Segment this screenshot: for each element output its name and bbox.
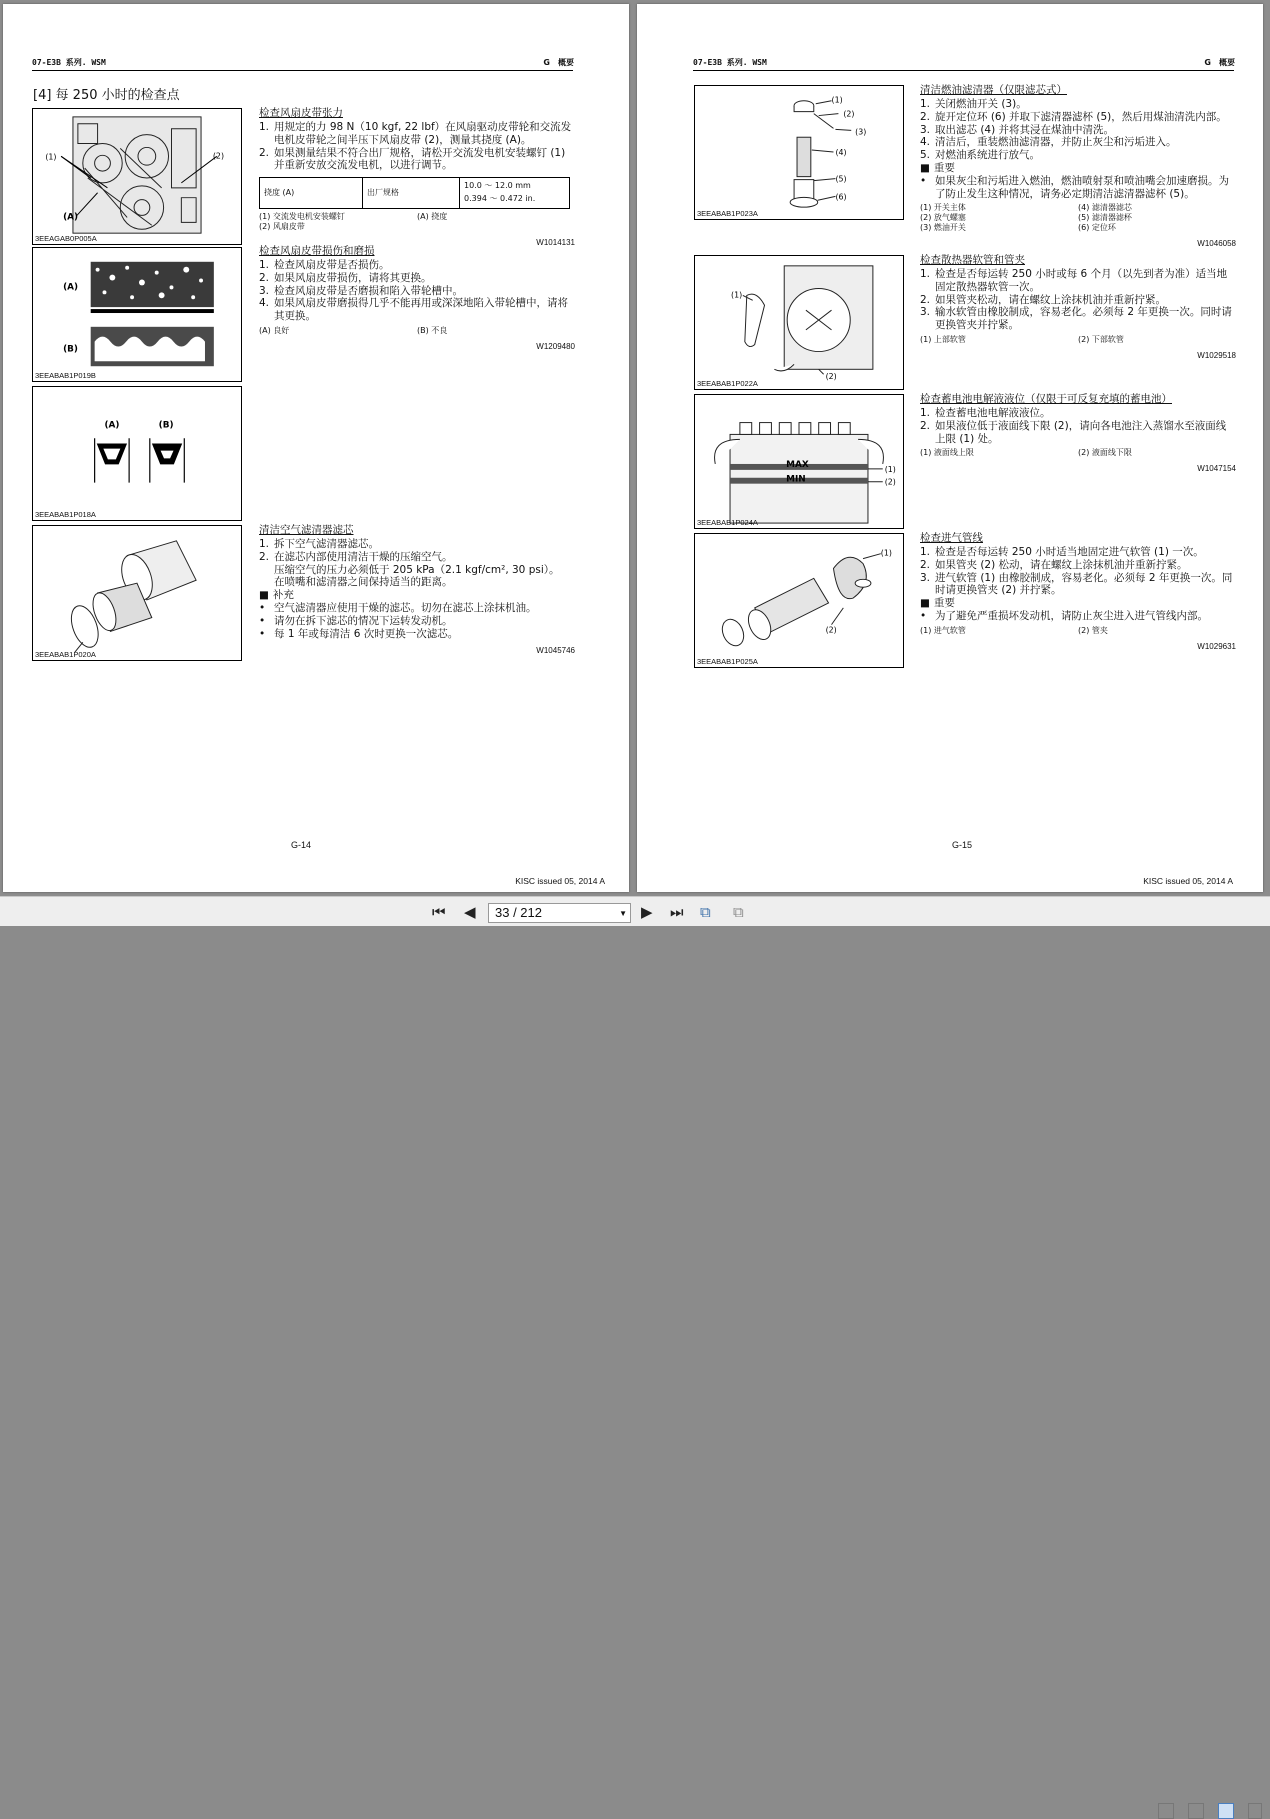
list-item: 3. 输水软管由橡胶制成，容易老化。必须每 2 年更换一次。同时请更换管夹并拧紧。 <box>920 306 1232 332</box>
figure-pulley-groove <box>32 386 242 521</box>
page-number: G-15 <box>952 840 973 850</box>
max-label: MAX <box>786 459 809 470</box>
section-title: 检查风扇皮带张力 <box>259 107 343 119</box>
page-title: [4] 每 250 小时的检查点 <box>33 88 180 103</box>
list-item: 1. 拆下空气滤清器滤芯。 <box>259 538 379 550</box>
section-fan-belt-tension <box>259 107 575 250</box>
table-cell: 10.0 ～ 12.0 mm 0.394 ～ 0.472 in. <box>460 178 570 209</box>
list-item: 1. 检查风扇皮带是否损伤。 <box>259 259 390 271</box>
first-page-icon[interactable]: ⏮ <box>432 903 446 921</box>
issued-text: KISC issued 05, 2014 A <box>515 876 605 886</box>
figure-radiator <box>694 255 904 390</box>
captions: (A) 良好 (B) 不良 <box>259 325 448 335</box>
note-block: ■ 重要 • 为了避免严重损坏发动机，请防止灰尘进入进气管线内部。 <box>920 597 1236 623</box>
captions: (1) 开关主体 (4) 滤清器滤芯 (2) 放气螺塞 (5) 滤清器滤杯 (3) 燃油开关 (6) 定位环 <box>920 203 1132 233</box>
two-page-view-icon[interactable] <box>1218 1803 1234 1819</box>
header-rule <box>32 70 573 71</box>
last-page-icon[interactable]: ⏭ <box>670 903 684 921</box>
section-intake-line <box>920 532 1236 654</box>
doc-code: W1209480 <box>536 341 575 351</box>
note-block: ■ 重要 • 如果灰尘和污垢进入燃油，燃油喷射泵和喷油嘴会加速磨损。为了防止发生这种情况，请务必定期清洁滤清器滤杯 (5)。 <box>920 162 1236 200</box>
section-title: 清洁空气滤清器滤芯 <box>259 524 354 536</box>
list-item: 2. 如果管夹松动，请在螺纹上涂抹机油并重新拧紧。 <box>920 293 1166 306</box>
list-item: 3. 进气软管 (1) 由橡胶制成，容易老化。必须每 2 年更换一次。同时请更换管夹 (2) 并拧紧。 <box>920 571 1233 597</box>
section-battery <box>920 393 1236 476</box>
list-item: • 请勿在拆下滤芯的情况下运转发动机。 <box>259 614 453 627</box>
page-number-input[interactable]: 33 / 212 ▼ <box>488 903 631 923</box>
issued-text: KISC issued 05, 2014 A <box>1143 876 1233 886</box>
continuous-view-icon[interactable] <box>1188 1803 1204 1819</box>
section-title: 检查风扇皮带损伤和磨损 <box>259 245 375 257</box>
figure-air-filter <box>32 525 242 661</box>
label-3: (3) <box>855 127 867 137</box>
header-left: 07-E3B 系列. WSM <box>693 58 767 67</box>
label-1: (1) <box>45 152 57 162</box>
table-cell: 出厂规格 <box>363 178 460 209</box>
figure-intake <box>694 533 904 668</box>
figure-code: 3EEABAB1P025A <box>697 657 758 666</box>
sub-text: 在喷嘴和滤清器之间保持适当的距离。 <box>274 576 453 589</box>
list-item: • 为了避免严重损坏发动机，请防止灰尘进入进气管线内部。 <box>920 609 1208 622</box>
list-item: • 空气滤清器应使用干燥的滤芯。切勿在滤芯上涂抹机油。 <box>259 601 537 614</box>
list-item: 2. 如果液位低于液面线下限 (2)，请向各电池注入蒸馏水至液面线上限 (1) 处。 <box>920 419 1227 445</box>
engine-illustration <box>33 109 241 244</box>
header-rule <box>693 70 1234 71</box>
label-1: (1) <box>831 95 843 105</box>
section-title: 清洁燃油滤清器（仅限滤芯式） <box>920 84 1067 96</box>
label-2: (2) <box>212 151 225 161</box>
header-right: G 概要 <box>1204 58 1235 67</box>
captions: (1) 交流发电机安装螺钉 (A) 挠度 (2) 风扇皮带 <box>259 211 448 231</box>
figure-battery <box>694 394 904 529</box>
spec-table <box>259 177 570 209</box>
figure-code: 3EEABAB1P018A <box>35 510 96 519</box>
doc-code: W1029518 <box>1197 350 1236 360</box>
captions: (1) 液面线上限 (2) 液面线下限 <box>920 448 1132 458</box>
figure-code: 3EEABAB1P023A <box>697 209 758 218</box>
label-2: (2) <box>825 372 837 382</box>
label-a: (A) <box>63 282 79 293</box>
label-2: (2) <box>884 477 896 487</box>
label-4: (4) <box>835 147 847 157</box>
sub-text: 压缩空气的压力必须低于 205 kPa（2.1 kgf/cm², 30 psi）。 <box>274 563 560 576</box>
label-1: (1) <box>880 548 892 558</box>
list-item: 4. 如果风扇皮带磨损得几乎不能再用或深深地陷入带轮槽中，请将其更换。 <box>259 297 568 323</box>
figure-code: 3EEABAB1P022A <box>697 379 758 388</box>
figure-code: 3EEABAB1P019B <box>35 371 96 380</box>
note-block: ■ 补充 • 空气滤清器应使用干燥的滤芯。切勿在滤芯上涂抹机油。 • 请勿在拆下滤芯的情况下运转发动机。 • 每 1 年或每清洁 6 次时更换一次滤芯。 <box>259 589 575 640</box>
next-page-icon[interactable]: ▶ <box>641 903 653 921</box>
label-b: (B) <box>158 420 174 431</box>
section-radiator-hose <box>920 254 1236 363</box>
two-page-continuous-icon[interactable] <box>1248 1803 1262 1819</box>
doc-code: W1045746 <box>536 646 575 656</box>
figure-code: 3EEAGAB0P005A <box>35 234 97 243</box>
list-item: 1. 用规定的力 98 N（10 kgf, 22 lbf）在风扇驱动皮带轮和交流发电机皮带轮之间半压下风扇皮带 (2)，测量其挠度 (A)。 <box>259 121 572 146</box>
header-right: G 概要 <box>543 58 574 67</box>
chevron-down-icon[interactable]: ▼ <box>619 909 627 918</box>
captions: (1) 进气软管 (2) 管夹 <box>920 625 1108 635</box>
list-item: 2. 在滤芯内部使用清洁干燥的压缩空气。 <box>259 550 453 563</box>
captions: (1) 上部软管 (2) 下部软管 <box>920 334 1124 344</box>
list-item: 5. 对燃油系统进行放气。 <box>920 149 1040 162</box>
prev-page-icon[interactable]: ◀ <box>464 903 476 921</box>
list-item: 3. 检查风扇皮带是否磨损和陷入带轮槽中。 <box>259 284 463 297</box>
figure-fuel-filter <box>694 85 904 220</box>
figure-engine-belt <box>32 108 242 245</box>
label-2: (2) <box>825 625 837 635</box>
label-5: (5) <box>835 174 847 184</box>
list-item: 1. 检查是否每运转 250 小时或每 6 个月（以先到者为准）适当地固定散热器软管一次。 <box>920 268 1228 293</box>
label-1: (1) <box>884 464 896 474</box>
table-cell: 挠度 (A) <box>260 178 363 209</box>
label-a: (A) <box>104 420 120 431</box>
doc-code: W1014131 <box>536 237 575 247</box>
bottom-toolbar <box>0 896 1270 926</box>
list-item: 1. 检查蓄电池电解液液位。 <box>920 407 1051 419</box>
list-item: 1. 关闭燃油开关 (3)。 <box>920 98 1027 110</box>
list-item: • 如果灰尘和污垢进入燃油，燃油喷射泵和喷油嘴会加速磨损。为了防止发生这种情况，请务必定期清洁滤清器滤杯 (5)。 <box>920 174 1229 200</box>
section-title: 检查散热器软管和管夹 <box>920 254 1025 266</box>
list-item: 1. 检查是否每运转 250 小时适当地固定进气软管 (1) 一次。 <box>920 546 1204 558</box>
list-item: 2. 如果测量结果不符合出厂规格，请松开交流发电机安装螺钉 (1) 并重新安放交流发电机，以进行调节。 <box>259 146 566 172</box>
extract-icon[interactable]: ⧉ <box>733 903 744 921</box>
label-6: (6) <box>835 192 847 202</box>
figure-belt-wear <box>32 247 242 382</box>
label-b: (B) <box>63 344 78 355</box>
section-fuel-filter <box>920 84 1236 251</box>
list-item: • 每 1 年或每清洁 6 次时更换一次滤芯。 <box>259 627 459 640</box>
page-right <box>637 4 1263 892</box>
list-item: 4. 清洁后，重装燃油滤清器，并防止灰尘和污垢进入。 <box>920 136 1177 149</box>
doc-code: W1029631 <box>1197 641 1236 651</box>
min-label: MIN <box>786 474 806 485</box>
figure-code: 3EEABAB1P020A <box>35 650 96 659</box>
single-page-view-icon[interactable] <box>1158 1803 1174 1819</box>
section-air-filter <box>259 524 575 658</box>
list-item: 2. 如果管夹 (2) 松动，请在螺纹上涂抹机油并重新拧紧。 <box>920 558 1188 571</box>
rotate-icon[interactable]: ⧉ <box>700 903 711 921</box>
label-1: (1) <box>731 290 743 300</box>
label-2: (2) <box>843 109 855 119</box>
list-item: 2. 旋开定位环 (6) 并取下滤清器滤杯 (5)，然后用煤油清洗内部。 <box>920 110 1227 123</box>
section-title: 检查进气管线 <box>920 532 983 544</box>
page-left <box>3 4 629 892</box>
header-left: 07-E3B 系列. WSM <box>32 58 106 67</box>
list-item: 3. 取出滤芯 (4) 并将其浸在煤油中清洗。 <box>920 123 1115 136</box>
doc-code: W1047154 <box>1197 464 1236 474</box>
list-item: 2. 如果风扇皮带损伤，请将其更换。 <box>259 271 432 284</box>
document-viewer <box>0 0 1270 896</box>
section-title: 检查蓄电池电解液液位（仅限于可反复充填的蓄电池） <box>920 393 1172 405</box>
figure-code: 3EEABAB1P024A <box>697 518 758 527</box>
doc-code: W1046058 <box>1197 239 1236 249</box>
page-number: G-14 <box>291 840 312 850</box>
label-a: (A) <box>63 212 79 223</box>
section-fan-belt-wear <box>259 245 575 354</box>
